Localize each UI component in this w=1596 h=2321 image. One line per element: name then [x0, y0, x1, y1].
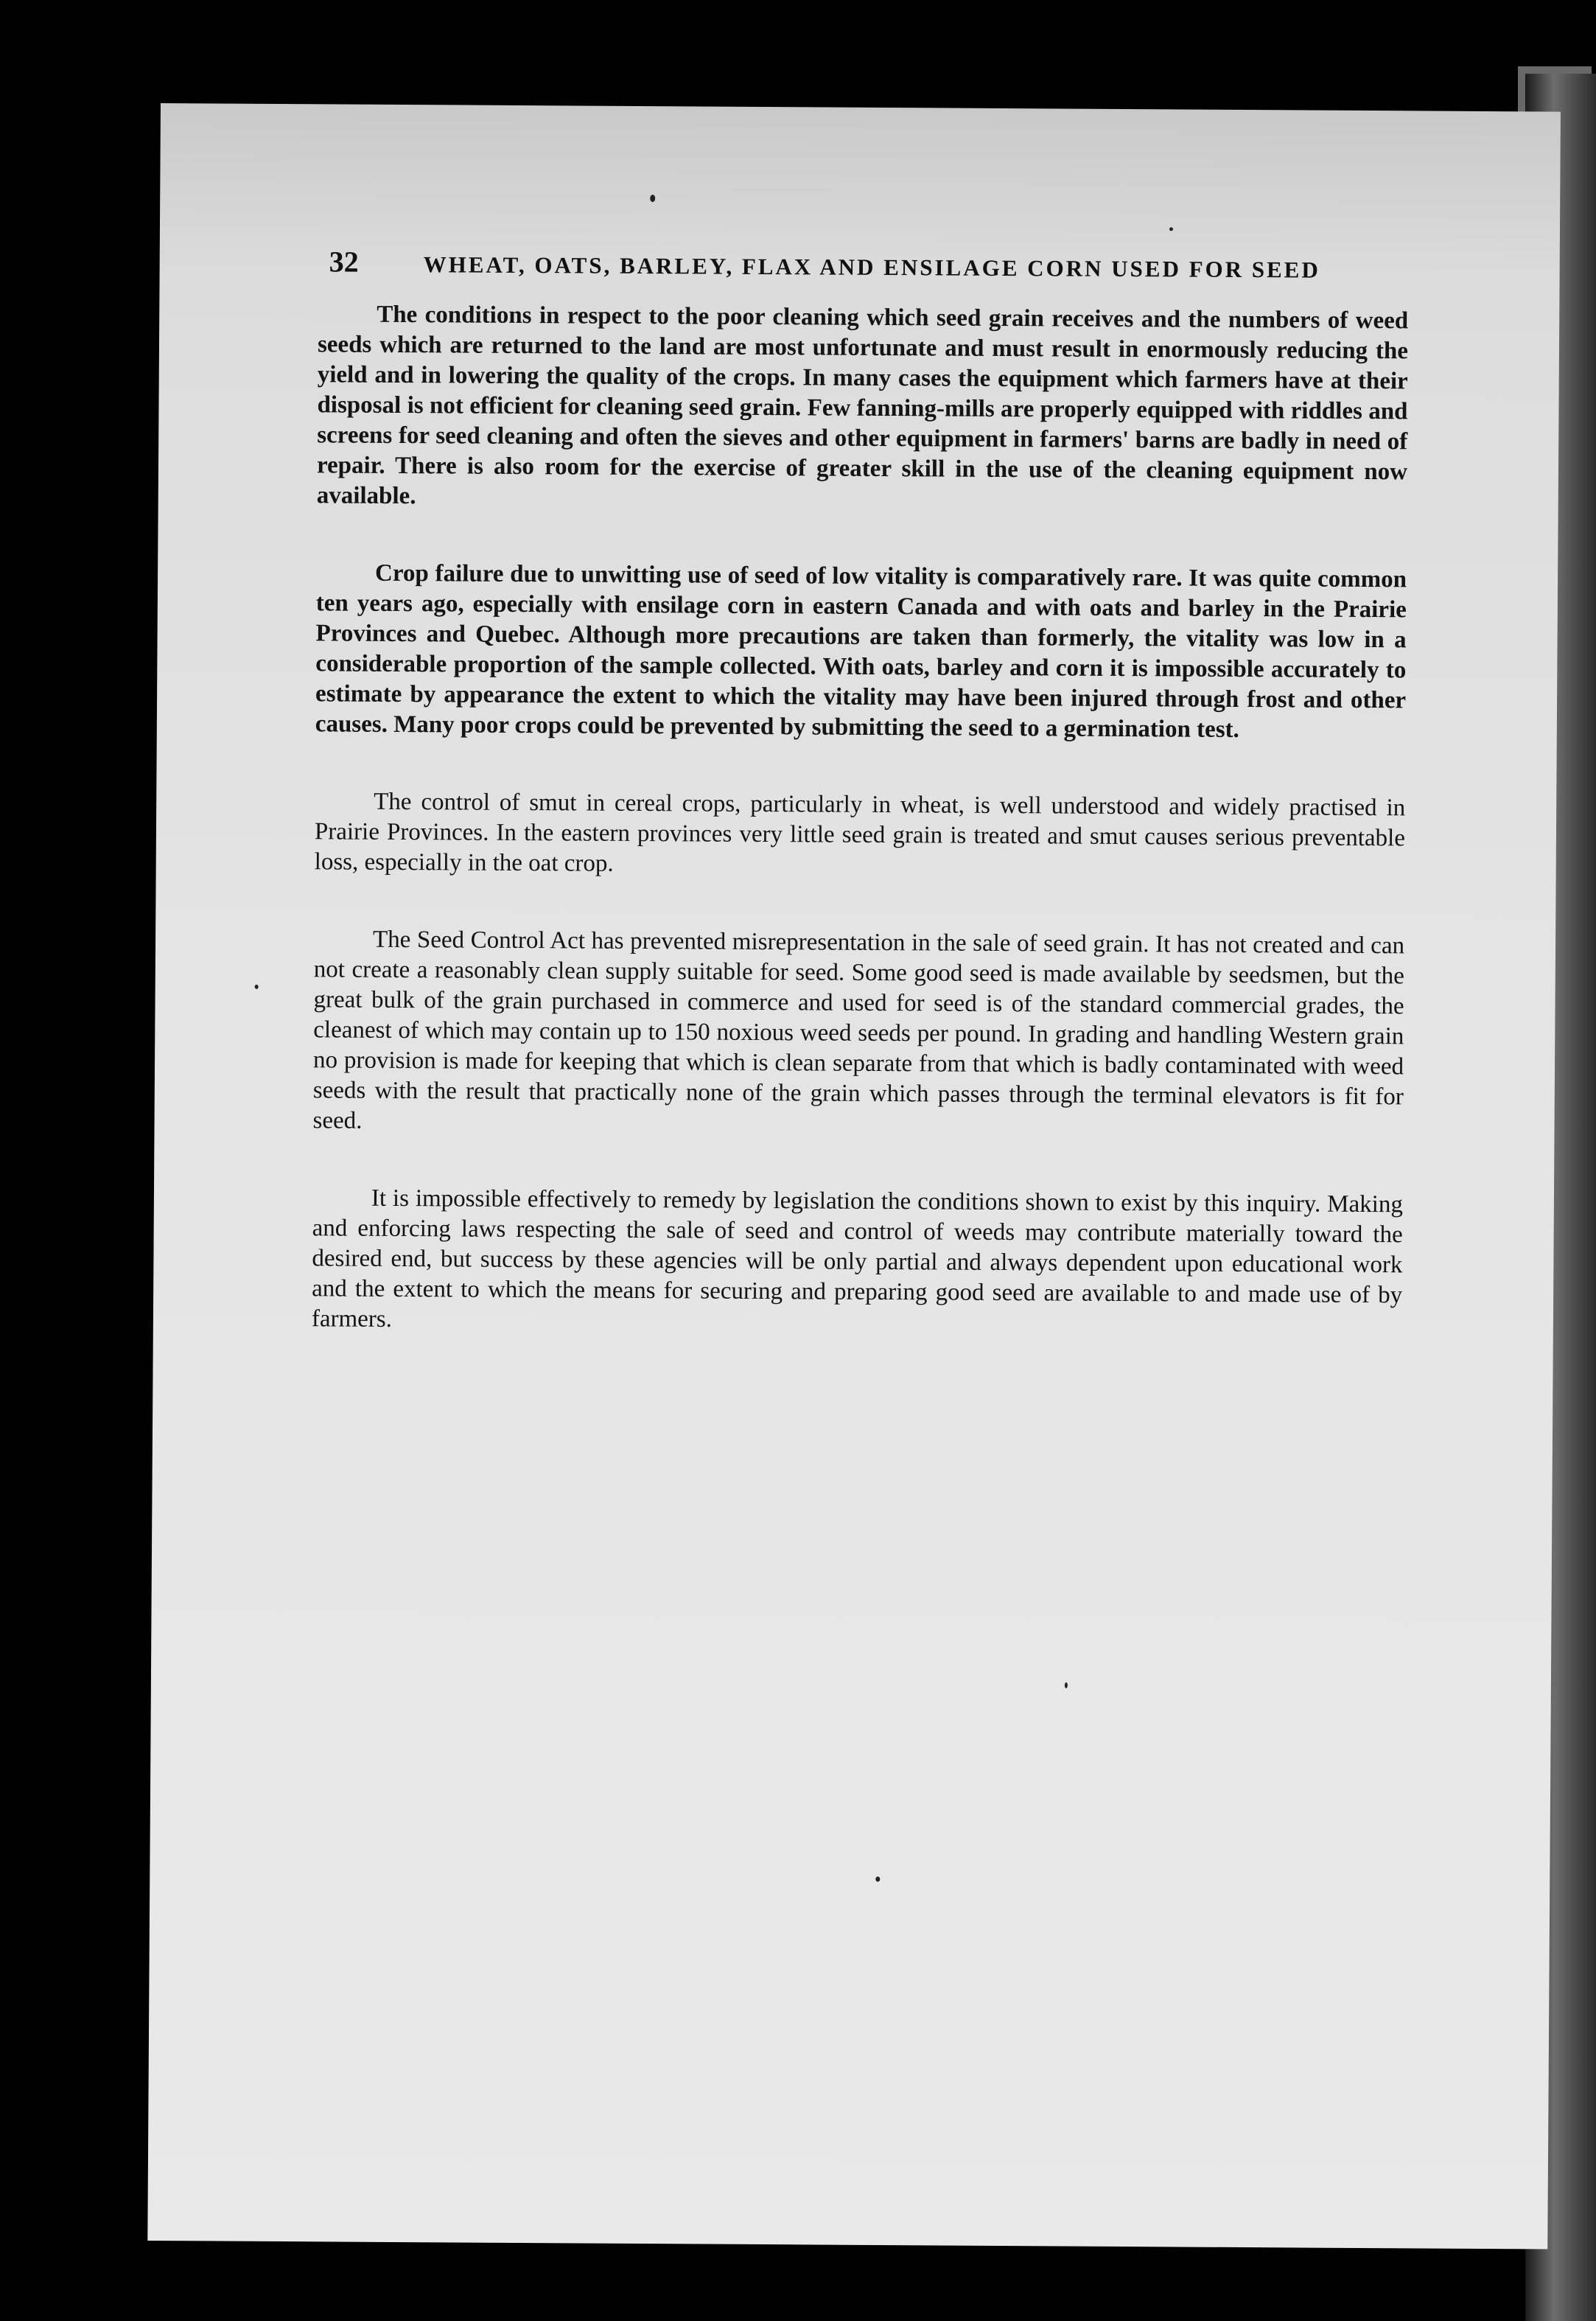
- dust-speck: [1169, 227, 1173, 231]
- paragraph-seed-cleaning: The conditions in respect to the poor cleaning which seed grain receives and the numbers of weed seeds which are returned to the land are most unfortunate and must result in enormously reducing the yield and in lowering the quality of the crops. In many cases the equipment which farmers have at their disposal is not efficient for cleaning seed grain. Few fanning-mills are properly equipped with riddles and screens for seed cleaning and often the sieves and other equipment in farmers' barns are badly in need of repair. There is also room for the exercise of greater skill in the use of the cleaning equipment now available.: [316, 301, 1409, 510]
- paragraph-seed-control-act: The Seed Control Act has prevented misrepresentation in the sale of seed grain. It has not created and can not create a reasonably clean supply suitable for seed. Some good seed is made available by seedsmen, but the great bulk of the grain purchased in commerce and used for seed is of the standard commercial grades, the cleanest of which may contain up to 150 noxious weed seeds per pound. In grading and handling Western grain no provision is made for keeping that which is clean separate from that which is badly contaminated with weed seeds with the result that practically none of the grain which passes through the terminal elevators is fit for seed.: [312, 926, 1405, 1134]
- dust-speck: [650, 195, 655, 202]
- paragraph-legislation: It is impossible effectively to remedy by legislation the conditions shown to exist by this inquiry. Making and enforcing laws respecting the sale of seed and control of weeds may contribute materially toward the desired end, but success by these agencies will be only partial and always dependent upon educational work and the extent to which the means for securing and preparing good seed are available to and made use of by farmers.: [311, 1184, 1404, 1333]
- dust-speck: [255, 985, 259, 989]
- dust-speck: [1065, 1683, 1068, 1689]
- paragraph-smut-control: The control of smut in cereal crops, particularly in wheat, is well understood and widely practised in Prairie Provinces. In the eastern provinces very little seed grain is treated and smut causes serious preventable loss, especially in the oat crop.: [314, 788, 1406, 877]
- body-text: [311, 299, 1408, 1388]
- page-header: [329, 244, 1508, 296]
- paragraph-seed-vitality: Crop failure due to unwitting use of seed of low vitality is comparatively rare. It was quite common ten years ago, especially with ensilage corn in eastern Canada and with oats and barley in the Prairie Provinces and Quebec. Although more precautions are taken than formerly, the vitality was low in a considerable proportion of the sample collected. With oats, barley and corn it is impossible accurately to estimate by appearance the extent to which the vitality may have been injured through frost and other causes. Many poor crops could be prevented by submitting the seed to a germination test.: [315, 559, 1407, 743]
- document-page: [147, 103, 1561, 2250]
- dust-speck: [875, 1877, 880, 1882]
- running-title: WHEAT, OATS, BARLEY, FLAX AND ENSILAGE CORN USED FOR SEED: [423, 251, 1320, 283]
- page-number: 32: [329, 245, 359, 279]
